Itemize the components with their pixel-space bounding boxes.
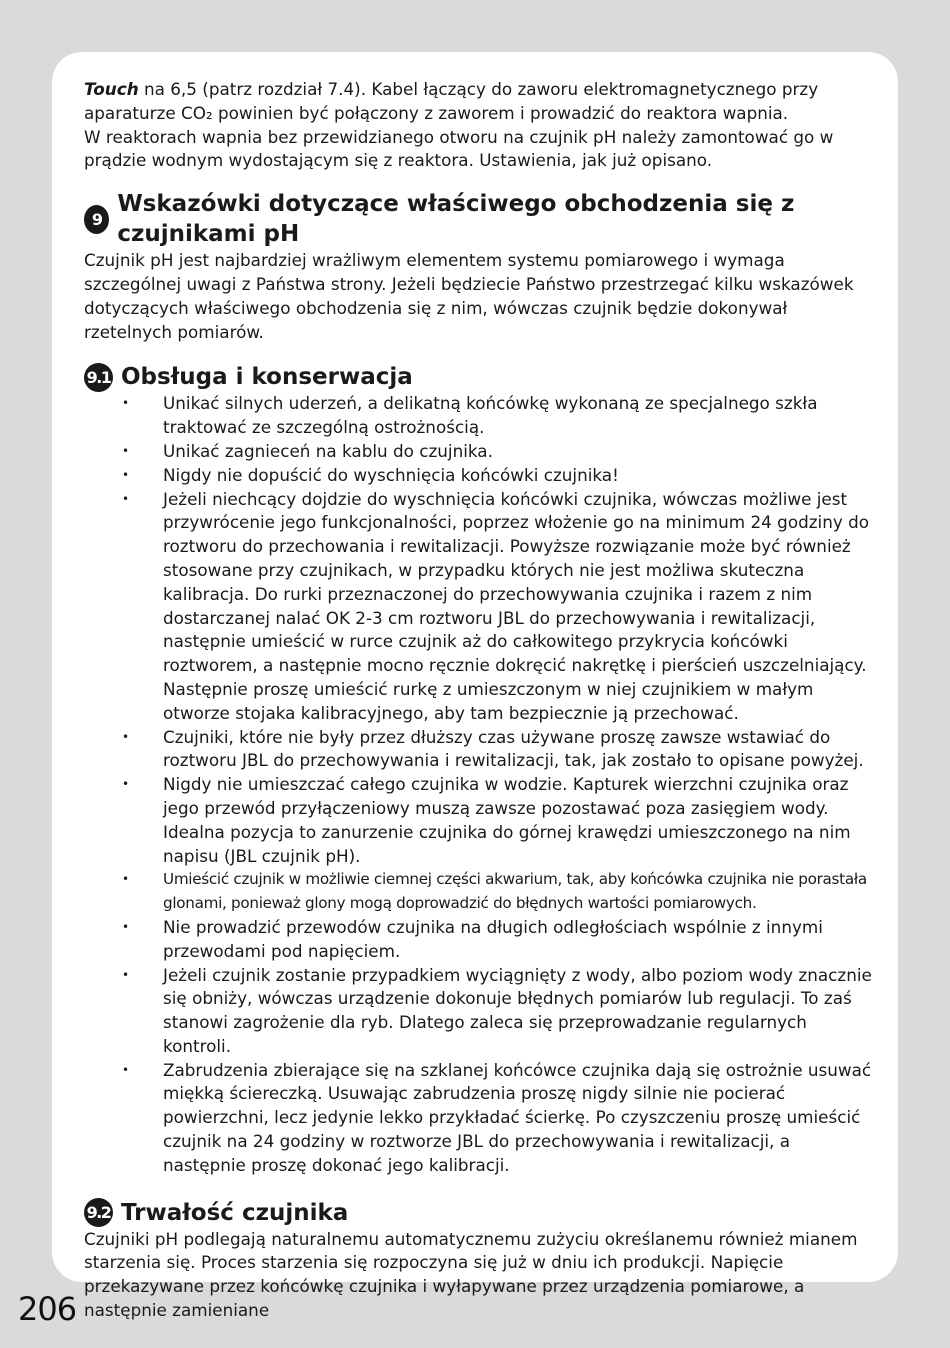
list-item: • Zabrudzenia zbierające się na szklanej końcówce czujnika dają się ostrożnie usuwać miękką ściereczką. Usuwając zabrudzenia proszę nigdy silnie nie pocierać powierzchni, lecz jedynie lekko przykładać ścierkę. Po czyszczeniu proszę umieścić czujnik na 24 godziny w roztworze JBL do przechowywania i rewitalizacji, a następnie proszę dokonać jego kalibracji. [84, 1059, 874, 1178]
section-9-2-number-badge: 9.2 [84, 1198, 113, 1227]
list-item: • Jeżeli czujnik zostanie przypadkiem wyciągnięty z wody, albo poziom wody znacznie się obniży, wówczas urządzenie dokonuje błędnych pomiarów lub regulacji. To zaś stanowi zagrożenie dla ryb. Dlatego zaleca się przeprowadzanie regularnych kontroli. [84, 964, 874, 1059]
list-item: • Nigdy nie dopuścić do wyschnięcia końcówki czujnika! [84, 464, 874, 488]
intro-line-1: na 6,5 (patrz rozdział 7.4). Kabel łączący do zaworu elektromagnetycznego przy aparaturze CO₂ powinien być połączony z zaworem i prowadzić do reaktora wapnia. [84, 79, 819, 123]
list-item: • Unikać zagnieceń na kablu do czujnika. [84, 440, 874, 464]
section-9-2-text: Czujniki pH podlegają naturalnemu automatycznemu zużyciu określanemu również mianem starzenia się. Proces starzenia się rozpoczyna się już w dniu ich produkcji. Napięcie przekazywane przez końcówkę czujnika i wyłapywane przez urządzenia pomiarowe, a następnie zamieniane [84, 1228, 858, 1321]
section-9-number-badge: 9 [84, 205, 109, 234]
list-item: • Czujniki, które nie były przez dłuższy czas używane proszę zawsze wstawiać do roztworu JBL do przechowywania i rewitalizacji, tak, jak zostało to opisane powyżej. [84, 726, 874, 774]
intro-line-2: W reaktorach wapnia bez przewidzianego otworu na czujnik pH należy zamontować go w prądzie wodnym wydostającym się z reaktora. Ustawienia, jak już opisano. [84, 126, 834, 171]
section-9-1-number-badge: 9.1 [84, 363, 113, 392]
section-9-title: Wskazówki dotyczące właściwego obchodzenia się z czujnikami pH [117, 191, 795, 248]
list-item: • Umieścić czujnik w możliwie ciemnej części akwarium, tak, aby końcówka czujnika nie porastała glonami, ponieważ glony mogą doprowadzić do błędnych wartości pomiarowych. [84, 868, 874, 916]
section-9-2-heading [84, 1198, 874, 1228]
page-number: 206 [18, 1290, 77, 1328]
section-9-2-title: Trwałość czujnika [121, 1199, 349, 1226]
section-9-text: Czujnik pH jest najbardziej wrażliwym elementem systemu pomiarowego i wymaga szczególnej uwagi z Państwa strony. Jeżeli będziecie Państwo przestrzegać kilku wskazówek dotyczących właściwego obchodzenia się z nim, wówczas czujnik będzie dokonywał rzetelnych pomiarów. [84, 250, 854, 342]
list-item: • Jeżeli niechcący dojdzie do wyschnięcia końcówki czujnika, wówczas możliwe jest przywrócenie jego funkcjonalności, poprzez włożenie go na minimum 24 godziny do roztworu do przechowania i rewitalizacji. Powyższe rozwiązanie może być również stosowane przy czujnikach, w przypadku których nie jest możliwa skuteczna kalibracja. Do rurki przeznaczonej do przechowywania czujnika i razem z nim dostarczanej nalać OK 2-3 cm roztworu JBL do przechowywania i rewitalizacji, następnie umieścić w rurce czujnik aż do całkowitego przykrycia końcówki roztworem, a następnie mocno ręcznie dokręcić nakrętkę i pierścień uszczelniający. Następnie proszę umieścić rurkę z umieszczonym w niej czujnikiem w małym otworze stojaka kalibracyjnego, aby tam bezpiecznie ją przechować. [84, 488, 874, 726]
intro-paragraph [84, 78, 874, 173]
section-9 [84, 189, 874, 344]
section-9-1 [84, 362, 874, 1177]
list-item: • Nigdy nie umieszczać całego czujnika w wodzie. Kapturek wierzchni czujnika oraz jego przewód przyłączeniowy muszą zawsze pozostawać poza zasięgiem wody. Idealna pozycja to zanurzenie czujnika do górnej krawędzi umieszczonego na nim napisu (JBL czujnik pH). [84, 773, 874, 868]
touch-term: Touch [84, 79, 139, 99]
list-item: • Unikać silnych uderzeń, a delikatną końcówkę wykonaną ze specjalnego szkła traktować ze szczególną ostrożnością. [84, 392, 874, 440]
maintenance-list [84, 392, 874, 1177]
page-card [52, 52, 898, 1321]
section-9-1-title: Obsługa i konserwacja [121, 364, 413, 391]
section-9-2 [84, 1198, 874, 1323]
list-item: • Nie prowadzić przewodów czujnika na długich odległościach wspólnie z innymi przewodami pod napięciem. [84, 916, 874, 964]
section-9-1-heading [84, 362, 874, 392]
section-9-heading [84, 189, 874, 249]
